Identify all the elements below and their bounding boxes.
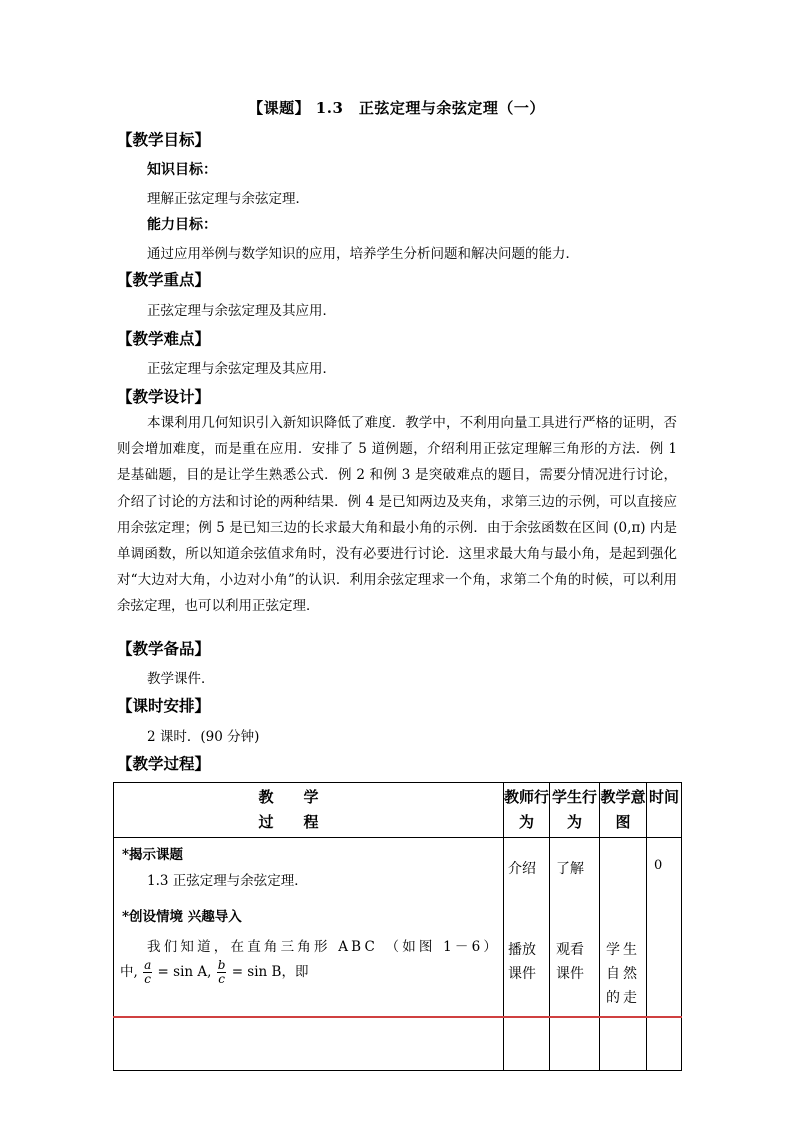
reveal-topic-label: *揭示课题: [122, 847, 184, 863]
intent-text: 学生自然的走: [606, 942, 640, 1006]
student-cell: [550, 838, 600, 1071]
design-heading: 【教学设计】: [117, 387, 211, 406]
header-process-line2: 过 程: [258, 813, 319, 831]
student-action-1: 了解: [556, 861, 584, 877]
ability-objective-text: 通过应用举例与数学知识的应用，培养学生分析问题和解决问题的能力．: [147, 246, 579, 262]
header-intent: 教学意图: [600, 783, 647, 838]
difficulties-heading: 【教学难点】: [117, 329, 211, 348]
materials-text: 教学课件．: [147, 671, 215, 687]
page-break-line: [113, 1016, 682, 1018]
intent-cell: [600, 838, 647, 1071]
scenario-text-line1: 我们知道，在直角三角形 ABC （如图 1－6）: [147, 939, 501, 955]
objectives-heading: 【教学目标】: [117, 130, 211, 149]
key-points-heading: 【教学重点】: [117, 270, 211, 289]
time-value: 0: [654, 858, 663, 873]
header-process: [114, 783, 504, 838]
lesson-title: 【课题】 1.3 正弦定理与余弦定理（一）: [248, 99, 545, 117]
header-teacher: 教师行为: [504, 783, 550, 838]
difficulties-text: 正弦定理与余弦定理及其应用．: [147, 361, 336, 377]
schedule-heading: 【课时安排】: [117, 696, 211, 715]
ability-objective-label: 能力目标：: [147, 217, 217, 233]
design-paragraph: 本课利用几何知识引入新知识降低了难度．教学中，不利用向量工具进行严格的证明，否则会增加难度，而是重在应用．安排了 5 道例题，介绍利用正弦定理解三角形的方法．例 1 是基础题，目的是让学生熟悉公式．例 2 和例 3 是突破难点的题目，需要分情况进行讨论，介绍了讨论的方法和讨论的两种结果．例 4 是已知两边及夹角，求第三边的示例，可以直接应用余弦定理；例 5 是已知三边的长求最大角和最小角的示例．由于余弦函数在区间 (0,π) 内是单调函数，所以知道余弦值求角时，没有必要进行讨论．这里求最大角与最小角，是起到强化对“大边对大角，小边对小角”的认识．利用余弦定理求一个角，求第二个角的时候，可以利用余弦定理，也可以利用正弦定理．: [117, 415, 677, 615]
student-action-2: 观看课件: [556, 942, 584, 982]
materials-heading: 【教学备品】: [117, 639, 211, 658]
teacher-action-2: 播放课件: [508, 942, 536, 982]
process-heading: 【教学过程】: [117, 754, 211, 773]
fraction-a-over-c: $\frac{a}{c}$: [144, 958, 152, 986]
table-content-row: [114, 838, 682, 1071]
equation-sin-a: = sin A,: [157, 964, 212, 980]
teacher-action-1: 介绍: [508, 861, 536, 877]
table-header-row: [114, 783, 682, 838]
process-table: [113, 782, 682, 1071]
scenario-text-prefix: 中,: [120, 964, 138, 980]
scenario-label: *创设情境 兴趣导入: [122, 909, 242, 925]
teacher-cell: [504, 838, 550, 1071]
schedule-text: 2 课时．(90 分钟): [147, 729, 260, 745]
header-time: 时间: [647, 783, 682, 838]
reveal-topic-text: 1.3 正弦定理与余弦定理．: [147, 873, 308, 889]
key-points-text: 正弦定理与余弦定理及其应用．: [147, 303, 336, 319]
fraction-b-over-c: $\frac{b}{c}$: [217, 958, 226, 986]
time-cell: [647, 838, 682, 1071]
knowledge-objective-label: 知识目标：: [147, 162, 217, 178]
equation-sin-b: = sin B，即: [231, 964, 309, 980]
header-student: 学生行为: [550, 783, 600, 838]
knowledge-objective-text: 理解正弦定理与余弦定理．: [147, 191, 309, 207]
process-content-cell: [114, 838, 504, 1071]
header-process-line1: 教 学: [258, 788, 319, 806]
scenario-text-line2: [120, 959, 308, 986]
